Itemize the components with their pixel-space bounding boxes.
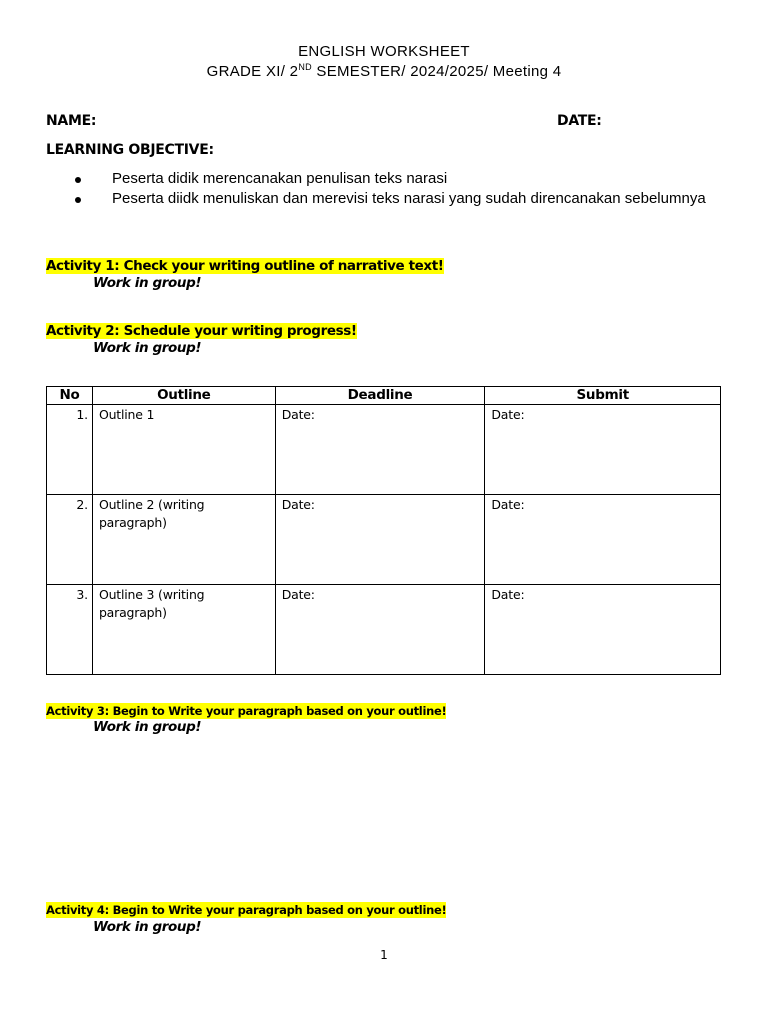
schedule-table — [46, 386, 721, 675]
objective-item — [46, 189, 721, 209]
row-number: 2. — [47, 495, 93, 585]
table-header-row — [47, 387, 721, 405]
objective-item — [46, 169, 721, 189]
header-outline: Outline — [92, 387, 275, 405]
row-outline: Outline 3 (writing paragraph) — [92, 585, 275, 675]
activity-3-title: Activity 3: Begin to Write your paragraph based on your outline! — [46, 704, 447, 718]
objective-text: Peserta diidk menuliskan dan merevisi teks narasi yang sudah direncanakan sebelumnya — [112, 189, 706, 207]
activity-2-title: Activity 2: Schedule your writing progress! — [46, 323, 357, 339]
row-submit: Date: — [485, 585, 721, 675]
row-number: 3. — [47, 585, 93, 675]
activity-1-instruction: Work in group! — [93, 275, 202, 291]
worksheet-title: ENGLISH WORKSHEET — [298, 43, 470, 60]
objective-list — [46, 169, 721, 208]
row-outline: Outline 2 (writing paragraph) — [92, 495, 275, 585]
activity-4-instruction: Work in group! — [93, 919, 202, 935]
table-row — [47, 495, 721, 585]
table-row — [47, 585, 721, 675]
activity-2-instruction: Work in group! — [93, 340, 202, 356]
row-deadline: Date: — [275, 495, 485, 585]
name-label: NAME: — [46, 113, 97, 129]
page-number: 1 — [380, 948, 388, 962]
activity-4-title: Activity 4: Begin to Write your paragraph based on your outline! — [46, 903, 447, 917]
row-number: 1. — [47, 405, 93, 495]
activity-3-instruction: Work in group! — [93, 719, 202, 735]
date-label: DATE: — [557, 113, 602, 129]
header-no: No — [47, 387, 93, 405]
subtitle-ordinal: ND — [298, 62, 312, 72]
header-submit: Submit — [485, 387, 721, 405]
row-submit: Date: — [485, 405, 721, 495]
header-deadline: Deadline — [275, 387, 485, 405]
activity-1-title: Activity 1: Check your writing outline of narrative text! — [46, 258, 444, 274]
objective-text: Peserta didik merencanakan penulisan teks narasi — [112, 170, 448, 187]
row-deadline: Date: — [275, 585, 485, 675]
worksheet-subtitle — [0, 63, 768, 80]
learning-objective-label: LEARNING OBJECTIVE: — [46, 142, 214, 158]
row-outline: Outline 1 — [92, 405, 275, 495]
bullet-icon — [75, 197, 81, 203]
row-deadline: Date: — [275, 405, 485, 495]
subtitle-semester: SEMESTER/ 2024/2025/ Meeting 4 — [311, 63, 562, 80]
bullet-icon — [75, 177, 81, 183]
table-row — [47, 405, 721, 495]
row-submit: Date: — [485, 495, 721, 585]
subtitle-grade: GRADE XI/ 2 — [206, 63, 299, 80]
